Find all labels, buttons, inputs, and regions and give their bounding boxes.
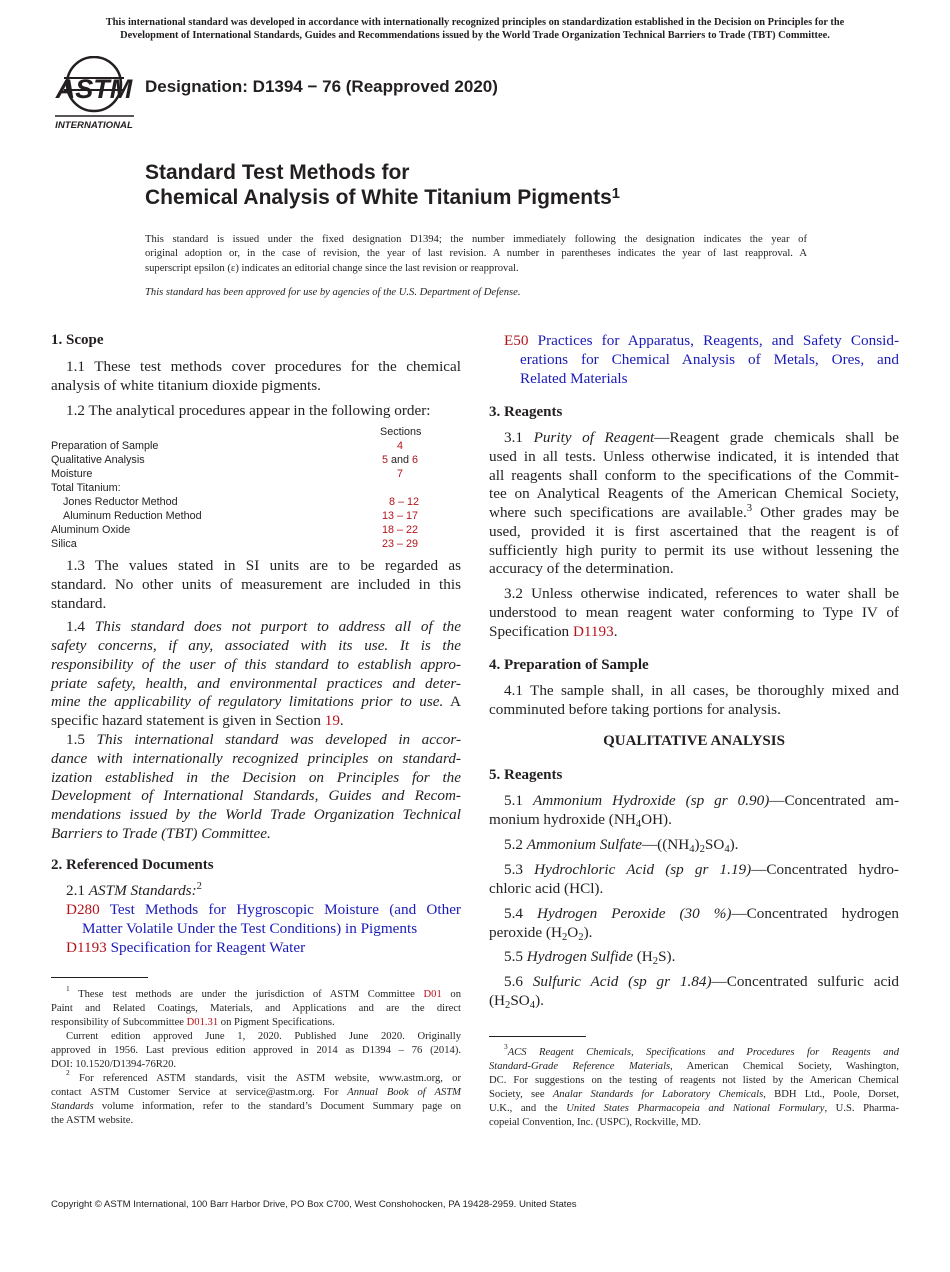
ref-d280-line2[interactable]: Matter Volatile Under the Test Conditions) in Pigments — [82, 920, 418, 937]
footnotes-left — [51, 984, 461, 1128]
ref-e50-line2[interactable]: erations for Chemical Analysis of Metals, Ores, and — [520, 351, 899, 368]
ref-d1193-title[interactable]: Specification for Reagent Water — [110, 939, 306, 956]
para-1-1-line2: analysis of white titanium dioxide pigments. — [51, 377, 321, 394]
para-1-4-line2: safety concerns, if any, associated with its use. It is the — [51, 637, 461, 654]
para-1-5-line2: dance with internationally recognized principles on standard- — [51, 750, 461, 767]
title-line1: Standard Test Methods for — [145, 161, 410, 184]
subcommittee-link[interactable]: D01.31 — [186, 1017, 219, 1028]
para-5-6-line2: $(H_2SO_4)$. — [489, 992, 544, 1011]
toc-row: Jones Reductor Method 8 – 12 — [63, 496, 420, 508]
para-1-3-line3: standard. — [51, 595, 107, 612]
footnote-3-line5: U.K., and the United States Pharmacopeia and National Formulary, U.S. Pharma- — [489, 1103, 899, 1114]
ref-d1193 — [66, 938, 305, 957]
para-1-5-line6: Barriers to Trade (TBT) Committee. — [51, 825, 271, 842]
para-5-1-line1: 5.1 Ammonium Hydroxide (sp gr 0.90)—Concentrated am- — [504, 792, 900, 809]
footnote-3-line3: DC. For suggestions on the testing of reagents not listed by the American Chemical — [489, 1075, 899, 1086]
toc-ref[interactable]: 23 – 29 — [382, 538, 419, 550]
para-3-1-line8: accuracy of the determination. — [489, 560, 674, 577]
logo-letters: ASTM — [55, 74, 133, 104]
top-notice-line1: This international standard was developed in accordance with internationally recognized principles on standardization established in the Decision on Principles for the — [105, 17, 845, 28]
footnote-2-line1: $^2$ For referenced ASTM standards, visit the ASTM website, www.astm.org, or — [66, 1068, 461, 1084]
para-5-4-line2: peroxide $(H_2O_2)$. — [489, 924, 593, 943]
toc-ref[interactable]: 4 — [397, 440, 404, 452]
para-1-4-line3: responsibility of the user of this standard to establish appro- — [51, 656, 461, 673]
toc-row: Silica 23 – 29 — [51, 538, 419, 550]
ref-e50-line3[interactable]: Related Materials — [520, 370, 628, 387]
copyright-footer: Copyright © ASTM International, 100 Barr Harbor Drive, PO Box C700, West Conshohocken, PA 19428-2959. United States — [51, 1199, 577, 1210]
para-3-1-line6: used, provided it is first ascertained that the reagent is of — [489, 523, 899, 540]
para-1-1-line1: 1.1 These test methods cover procedures for the chemical — [66, 358, 461, 375]
footnote-rule-left — [51, 977, 148, 978]
para-5-5: 5.5 Hydrogen Sulfide $(H_2S)$. — [504, 948, 676, 967]
para-1-4-line6: specific hazard statement is given in Section 19. — [51, 712, 344, 729]
section-19-link[interactable]: 19 — [324, 712, 340, 729]
para-3-1-line4: tee on Analytical Reagents of the American Chemical Society, — [489, 485, 899, 502]
ref-e50-title[interactable]: Practices for Apparatus, Reagents, and Safety Consid- — [537, 332, 900, 349]
para-2-1: 2.1 ASTM Standards:$^2$ — [66, 881, 202, 899]
para-1-4-line4: priate safety, health, and environmental practices and deter- — [51, 675, 461, 692]
ref-d280-line1 — [66, 900, 461, 919]
logo-caption: INTERNATIONAL — [55, 120, 133, 131]
toc-row: Aluminum Reduction Method 13 – 17 — [63, 510, 419, 522]
intro-line3: superscript epsilon (ε) indicates an editorial change since the last revision or reapproval. — [145, 262, 519, 274]
toc-ref[interactable]: 13 – 17 — [382, 510, 419, 522]
para-1-3-line1: 1.3 The values stated in SI units are to be regarded as — [66, 557, 461, 574]
section-2-heading: 2. Referenced Documents — [51, 857, 214, 873]
ref-d280-code[interactable]: D280 — [66, 901, 100, 918]
section-4-heading: 4. Preparation of Sample — [489, 657, 649, 673]
ref-d1193-inline-link[interactable]: D1193 — [572, 623, 614, 640]
title-footnote-mark: 1 — [611, 186, 620, 202]
para-5-4-line1: 5.4 Hydrogen Peroxide (30 %)—Concentrated hydrogen — [504, 905, 900, 922]
para-1-4-line5: mine the applicability of regulatory limitations prior to use. A — [51, 693, 461, 710]
sections-table — [51, 425, 461, 551]
intro-line1: This standard is issued under the fixed designation D1394; the number immediately following the designation indicates the year of — [145, 234, 807, 245]
document-title — [145, 160, 620, 210]
footnote-3-line2: Standard-Grade Reference Materials, American Chemical Society, Washington, — [489, 1061, 899, 1072]
para-3-1-line3: all reagents shall conform to the specifications of the Commit- — [489, 467, 899, 484]
toc-ref[interactable]: 8 – 12 — [389, 496, 420, 508]
para-1-4-line1: 1.4 This standard does not purport to address all of the — [66, 618, 462, 635]
footnote-2-line3: Standards volume information, refer to the standard’s Document Summary page on — [51, 1101, 461, 1112]
para-1-3-line2: standard. No other units of measurement are included in this — [51, 576, 461, 593]
footnote-2-line4: the ASTM website. — [51, 1115, 134, 1126]
para-3-2-line3: Specification D1193. — [489, 623, 618, 640]
footnote-3-line4: Society, see Analar Standards for Laboratory Chemicals, BDH Ltd., Poole, Dorset, — [489, 1089, 900, 1100]
toc-ref[interactable]: 7 — [397, 468, 404, 480]
dod-approval: This standard has been approved for use by agencies of the U.S. Department of Defense. — [145, 286, 521, 298]
para-1-5-line5: mendations issued by the World Trade Organization Technical — [51, 806, 461, 823]
toc-ref[interactable]: 18 – 22 — [382, 524, 419, 536]
para-3-2-line1: 3.2 Unless otherwise indicated, references to water shall be — [504, 585, 899, 602]
para-1-5-line1: 1.5 This international standard was developed in accor- — [66, 731, 461, 748]
para-1-2: 1.2 The analytical procedures appear in the following order: — [66, 402, 431, 419]
footnote-3-line6: copeial Convention, Inc. (USPC), Rockville, MD. — [489, 1117, 701, 1128]
ref-e50-code[interactable]: E50 — [504, 332, 529, 349]
para-1-5-line4: Development of International Standards, Guides and Recom- — [51, 787, 461, 804]
committee-d01-link[interactable]: D01 — [423, 989, 442, 1000]
toc-row: Qualitative Analysis 5 and 6 — [51, 454, 419, 466]
para-4-1-line2: comminuted before taking portions for analysis. — [489, 701, 781, 718]
ref-e50-line1 — [504, 331, 899, 350]
ref-d1193-code[interactable]: D1193 — [66, 939, 107, 956]
qualitative-analysis-heading: QUALITATIVE ANALYSIS — [603, 733, 785, 749]
footnote-3-line1: $^3$ACS Reagent Chemicals, Specifications and Procedures for Reagents and — [504, 1042, 899, 1058]
top-notice-line2: Development of International Standards, Guides and Recommendations issued by the World Trade Organization Technical Barriers to Trade (TBT) Committee. — [120, 30, 830, 41]
para-4-1-line1: 4.1 The sample shall, in all cases, be thoroughly mixed and — [504, 682, 899, 699]
footnote-1-line2: Paint and Related Coatings, Materials, and Applications and are the direct — [51, 1003, 461, 1014]
toc-row: Preparation of Sample 4 — [51, 440, 404, 452]
section-1-heading: 1. Scope — [51, 332, 104, 348]
title-line2: Chemical Analysis of White Titanium Pigments$^1$ — [145, 186, 620, 209]
designation: Designation: D1394 − 76 (Reapproved 2020) — [145, 77, 498, 96]
footnote-1-line6: DOI: 10.1520/D1394-76R20. — [51, 1059, 177, 1070]
section-5-heading: 5. Reagents — [489, 767, 563, 783]
toc-ref[interactable]: 6 — [412, 454, 419, 466]
ref-d280-title[interactable]: Test Methods for Hygroscopic Moisture (and Other — [109, 901, 461, 918]
para-5-2: 5.2 Ammonium $Sulfate—((NH_4)_2SO_4)$. — [504, 836, 739, 855]
para-3-1-line7: sufficiently high purity to permit its use without lessening the — [489, 542, 899, 559]
para-3-1-line2: used in all tests. Unless otherwise indicated, it is intended that — [489, 448, 899, 465]
para-5-1-line2: monium hydroxide $(NH_4OH)$. — [489, 811, 672, 830]
footnote-1-line3: responsibility of Subcommittee D01.31 on Pigment Specifications. — [51, 1017, 335, 1028]
sections-header: Sections — [380, 426, 422, 438]
toc-row: Aluminum Oxide 18 – 22 — [51, 524, 419, 536]
para-3-1-line1: 3.1 Purity of Reagent—Reagent grade chemicals shall be — [504, 429, 899, 446]
para-1-5-line3: ization established in the Decision on Principles for the — [51, 769, 461, 786]
para-5-3-line2: chloric acid (HCl). — [489, 880, 604, 897]
para-5-6-line1: 5.6 Sulfuric Acid (sp gr 1.84)—Concentrated sulfuric acid — [504, 973, 900, 990]
astm-logo — [54, 56, 136, 132]
footnote-3 — [489, 1042, 900, 1130]
intro-block — [145, 233, 807, 300]
astm-logo-mark-icon — [54, 56, 136, 132]
para-3-2-line2: understood to mean reagent water conforming to Type IV of — [489, 604, 899, 621]
para-5-3-line1: 5.3 Hydrochloric Acid (sp gr 1.19)—Concentrated hydro- — [504, 861, 899, 878]
toc-row: Moisture 7 — [51, 468, 404, 480]
footnote-rule-right — [489, 1036, 586, 1037]
toc-ref[interactable]: 5 — [382, 454, 389, 466]
para-3-1-line5: where such specifications are available.$^3$ Other grades may be — [489, 503, 900, 521]
top-notice — [30, 16, 920, 42]
footnote-2-line2: contact ASTM Customer Service at service@astm.org. For Annual Book of ASTM — [51, 1087, 461, 1098]
intro-line2: original adoption or, in the case of revision, the year of last revision. A number in parentheses indicates the year of last reapproval. A — [145, 248, 807, 260]
footnote-1-line1: $^1$ These test methods are under the jurisdiction of ASTM Committee D01 on — [66, 984, 461, 1000]
footnote-1-line5: approved in 1956. Last previous edition approved in 2014 as D1394 – 76 (2014). — [51, 1045, 461, 1056]
footnote-1-line4: Current edition approved June 1, 2020. Published June 2020. Originally — [66, 1031, 461, 1042]
toc-row: Total Titanium: — [51, 482, 121, 494]
section-3-heading: 3. Reagents — [489, 404, 563, 420]
